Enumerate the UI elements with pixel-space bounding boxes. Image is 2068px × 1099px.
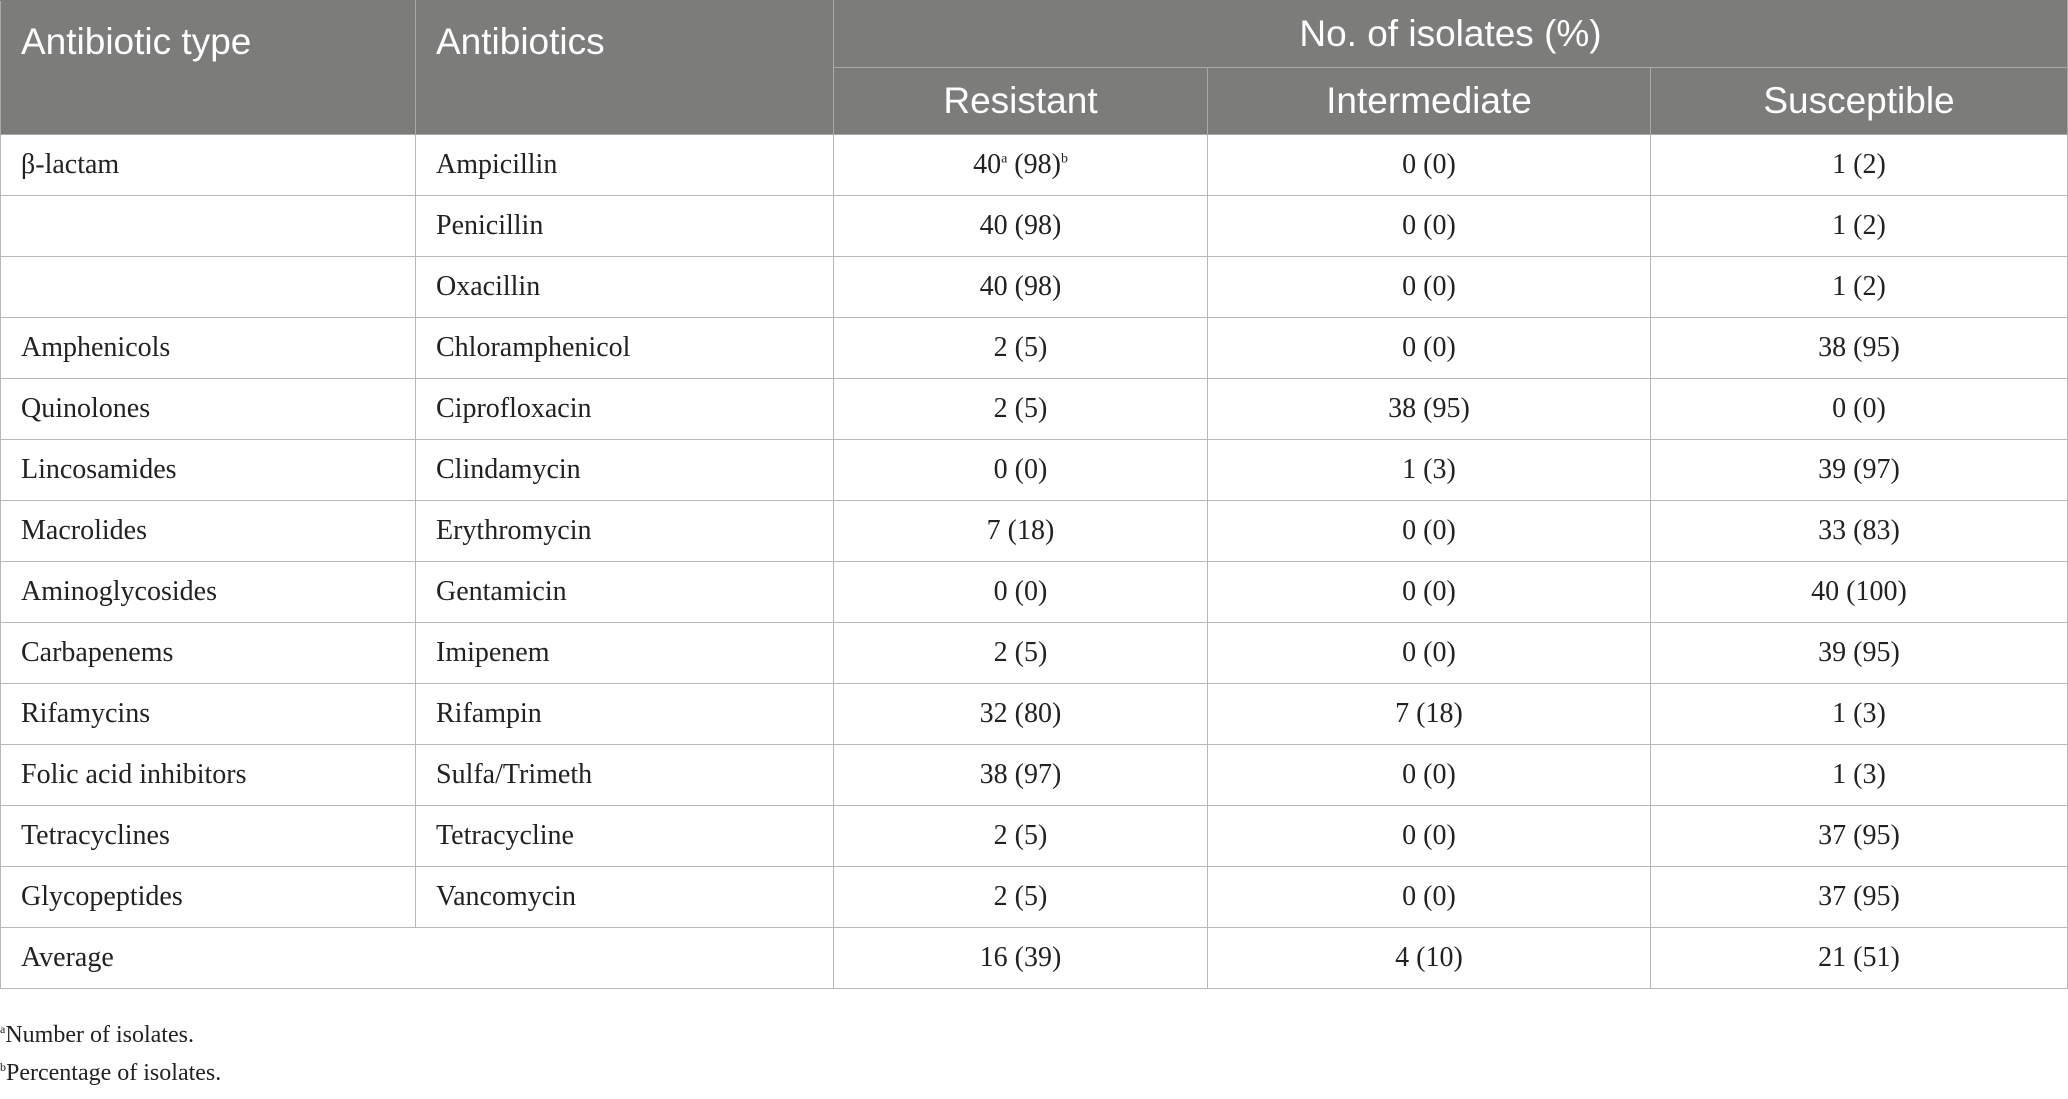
cell-resistant: 2 (5) <box>834 867 1208 928</box>
header-intermediate: Intermediate <box>1208 68 1651 135</box>
cell-type: Carbapenems <box>1 623 416 684</box>
cell-antibiotic: Vancomycin <box>416 867 834 928</box>
cell-antibiotic: Oxacillin <box>416 257 834 318</box>
cell-susceptible: 37 (95) <box>1651 867 2068 928</box>
cell-intermediate: 0 (0) <box>1208 257 1651 318</box>
cell-intermediate: 0 (0) <box>1208 806 1651 867</box>
cell-susceptible: 1 (3) <box>1651 745 2068 806</box>
cell-type: Glycopeptides <box>1 867 416 928</box>
average-row <box>1 928 2068 989</box>
footnote-a-mark: a <box>0 1022 6 1036</box>
cell-intermediate: 0 (0) <box>1208 623 1651 684</box>
cell-intermediate: 0 (0) <box>1208 318 1651 379</box>
cell-susceptible: 1 (2) <box>1651 257 2068 318</box>
cell-type: Folic acid inhibitors <box>1 745 416 806</box>
header-antibiotics: Antibiotics <box>416 1 834 135</box>
cell-type: Quinolones <box>1 379 416 440</box>
average-resistant: 16 (39) <box>834 928 1208 989</box>
average-label: Average <box>1 928 834 989</box>
cell-antibiotic: Sulfa/Trimeth <box>416 745 834 806</box>
cell-susceptible: 1 (3) <box>1651 684 2068 745</box>
footnote-b <box>0 1054 221 1092</box>
footnote-a-text: Number of isolates. <box>5 1022 194 1048</box>
table-row <box>1 196 2068 257</box>
cell-type: Tetracyclines <box>1 806 416 867</box>
table-row <box>1 135 2068 196</box>
cell-intermediate: 0 (0) <box>1208 196 1651 257</box>
table-row <box>1 257 2068 318</box>
cell-antibiotic: Tetracycline <box>416 806 834 867</box>
cell-resistant: 2 (5) <box>834 806 1208 867</box>
cell-resistant: 32 (80) <box>834 684 1208 745</box>
cell-susceptible: 33 (83) <box>1651 501 2068 562</box>
cell-intermediate: 0 (0) <box>1208 135 1651 196</box>
cell-antibiotic: Ampicillin <box>416 135 834 196</box>
cell-intermediate: 38 (95) <box>1208 379 1651 440</box>
table-footnotes <box>0 1016 221 1092</box>
cell-susceptible: 1 (2) <box>1651 196 2068 257</box>
cell-susceptible: 40 (100) <box>1651 562 2068 623</box>
cell-antibiotic: Gentamicin <box>416 562 834 623</box>
cell-type: Amphenicols <box>1 318 416 379</box>
table-row <box>1 562 2068 623</box>
footnote-b-mark: b <box>0 1060 6 1074</box>
cell-susceptible: 38 (95) <box>1651 318 2068 379</box>
cell-type: Aminoglycosides <box>1 562 416 623</box>
header-resistant: Resistant <box>834 68 1208 135</box>
cell-antibiotic: Penicillin <box>416 196 834 257</box>
cell-resistant: 38 (97) <box>834 745 1208 806</box>
footnote-b-text: Percentage of isolates. <box>6 1060 222 1086</box>
cell-antibiotic: Rifampin <box>416 684 834 745</box>
cell-resistant: 40 (98) <box>834 257 1208 318</box>
cell-intermediate: 0 (0) <box>1208 501 1651 562</box>
cell-susceptible: 39 (97) <box>1651 440 2068 501</box>
table-row <box>1 745 2068 806</box>
average-intermediate: 4 (10) <box>1208 928 1651 989</box>
cell-intermediate: 0 (0) <box>1208 562 1651 623</box>
cell-type <box>1 257 416 318</box>
cell-resistant: 0 (0) <box>834 440 1208 501</box>
header-antibiotic-type: Antibiotic type <box>1 1 416 135</box>
cell-susceptible: 0 (0) <box>1651 379 2068 440</box>
cell-intermediate: 1 (3) <box>1208 440 1651 501</box>
footnote-mark-a: a <box>1001 151 1008 167</box>
table-header <box>1 1 2068 135</box>
footnote-mark-b: b <box>1060 151 1068 167</box>
cell-susceptible: 39 (95) <box>1651 623 2068 684</box>
resistant-percent: (98) <box>1007 149 1061 180</box>
resistant-count: 40 <box>973 149 1002 180</box>
cell-intermediate: 7 (18) <box>1208 684 1651 745</box>
header-row-top <box>1 1 2068 68</box>
cell-type: Macrolides <box>1 501 416 562</box>
table-row <box>1 806 2068 867</box>
cell-type: Rifamycins <box>1 684 416 745</box>
cell-antibiotic: Ciprofloxacin <box>416 379 834 440</box>
cell-resistant: 40 (98) <box>834 196 1208 257</box>
cell-type: β-lactam <box>1 135 416 196</box>
cell-susceptible: 37 (95) <box>1651 806 2068 867</box>
table-row <box>1 318 2068 379</box>
table-row <box>1 684 2068 745</box>
average-susceptible: 21 (51) <box>1651 928 2068 989</box>
cell-resistant: 2 (5) <box>834 623 1208 684</box>
table-row <box>1 501 2068 562</box>
header-isolates-group: No. of isolates (%) <box>834 1 2068 68</box>
cell-resistant: 0 (0) <box>834 562 1208 623</box>
cell-antibiotic: Chloramphenicol <box>416 318 834 379</box>
cell-antibiotic: Clindamycin <box>416 440 834 501</box>
cell-resistant: 2 (5) <box>834 379 1208 440</box>
header-susceptible: Susceptible <box>1651 68 2068 135</box>
cell-antibiotic: Erythromycin <box>416 501 834 562</box>
cell-type <box>1 196 416 257</box>
cell-resistant <box>834 135 1208 196</box>
table-body <box>1 135 2068 989</box>
cell-resistant: 7 (18) <box>834 501 1208 562</box>
cell-intermediate: 0 (0) <box>1208 867 1651 928</box>
cell-intermediate: 0 (0) <box>1208 745 1651 806</box>
cell-antibiotic: Imipenem <box>416 623 834 684</box>
table-row <box>1 867 2068 928</box>
cell-susceptible: 1 (2) <box>1651 135 2068 196</box>
cell-type: Lincosamides <box>1 440 416 501</box>
cell-resistant: 2 (5) <box>834 318 1208 379</box>
table-row <box>1 379 2068 440</box>
table-row <box>1 623 2068 684</box>
table-row <box>1 440 2068 501</box>
footnote-a <box>0 1016 221 1054</box>
